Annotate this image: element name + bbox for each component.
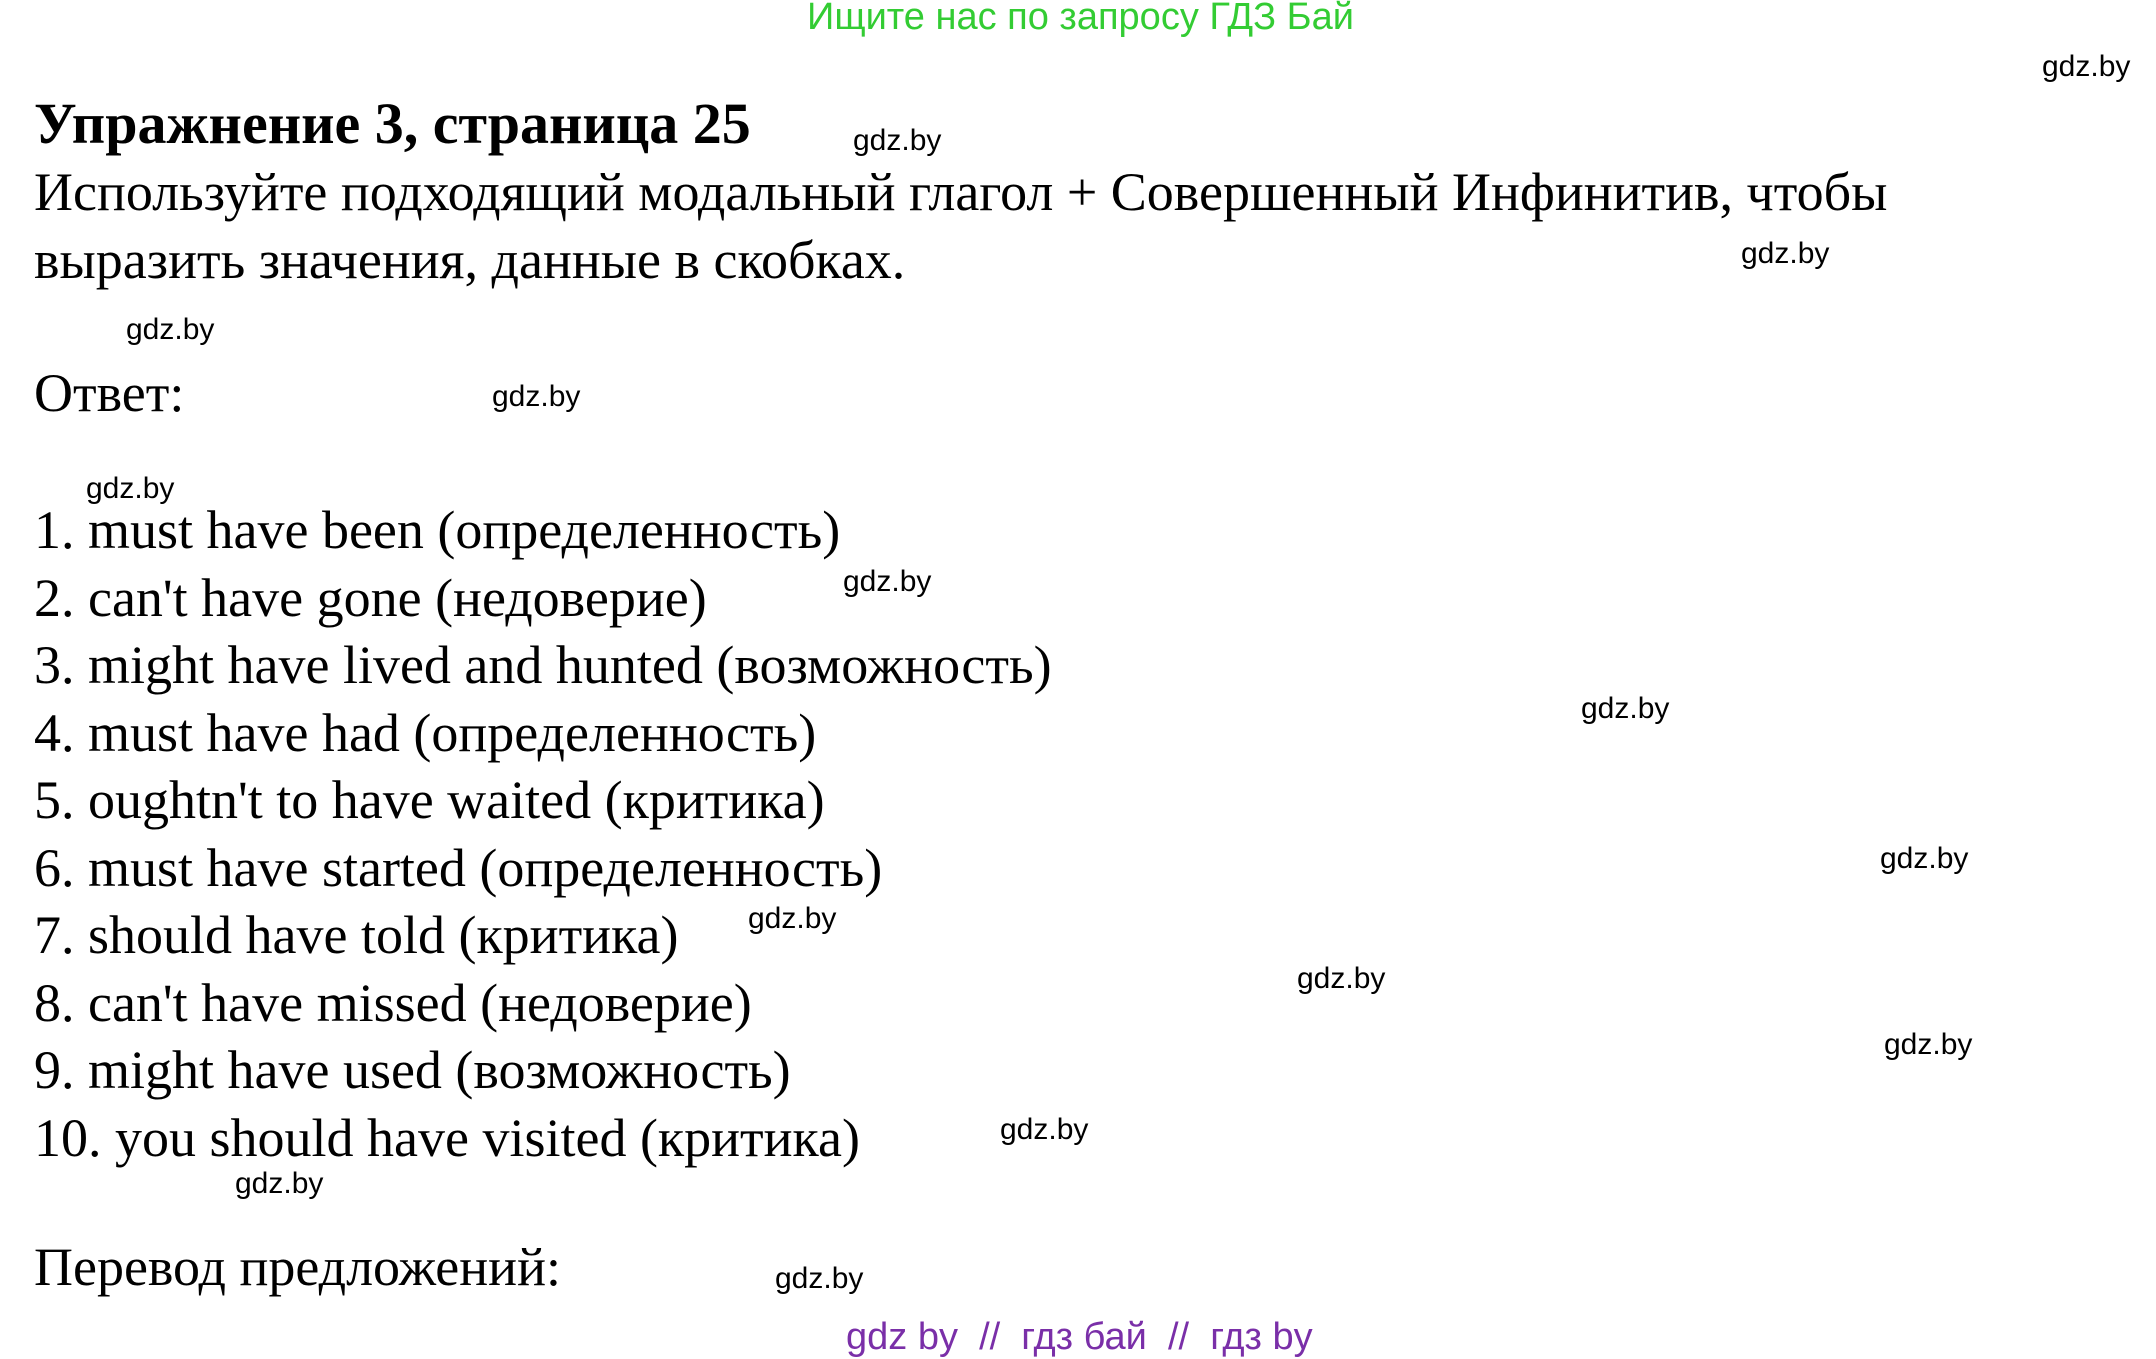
watermark: gdz.by [126,313,215,346]
watermark: gdz.by [1884,1028,1973,1061]
watermark: gdz.by [1581,692,1670,725]
watermark: gdz.by [1880,842,1969,875]
answer-label: Ответ: [34,363,185,423]
answer-item-3: 3. might have lived and hunted (возможность) [34,635,1052,695]
answer-item-8: 8. can't have missed (недоверие) [34,972,752,1033]
watermark: gdz.by [235,1167,324,1200]
watermark: gdz.by [843,565,932,598]
promo-banner: Ищите нас по запросу ГДЗ Бай [807,0,1354,38]
watermark: gdz.by [1741,237,1830,270]
watermark: gdz.by [748,902,837,935]
watermark: gdz.by [775,1262,864,1295]
watermark: gdz.by [1000,1113,1089,1146]
task-line-2: выразить значения, данные в скобках. [34,230,906,290]
watermark: gdz.by [853,124,942,157]
answer-item-5: 5. oughtn't to have waited (критика) [34,770,825,830]
answer-item-2: 2. can't have gone (недоверие) [34,567,707,628]
answer-item-10: 10. you should have visited (критика) [34,1107,860,1168]
translation-label: Перевод предложений: [34,1237,561,1297]
footer-links: gdz by // гдз бай // гдз by [846,1316,1313,1358]
task-description [34,158,2134,294]
answer-item-1: 1. must have been (определенность) [34,500,841,560]
page-title: Упражнение 3, страница 25 [34,91,751,156]
watermark: gdz.by [1297,962,1386,995]
watermark: gdz.by [2042,50,2131,83]
answer-item-4: 4. must have had (определенность) [34,702,817,763]
answer-item-6: 6. must have started (определенность) [34,837,883,898]
watermark: gdz.by [86,472,175,505]
watermark: gdz.by [492,380,581,413]
task-line-1: Используйте подходящий модальный глагол + Совершенный Инфинитив, чтобы [34,162,1888,222]
answer-item-9: 9. might have used (возможность) [34,1040,791,1100]
answer-item-7: 7. should have told (критика) [34,905,679,965]
